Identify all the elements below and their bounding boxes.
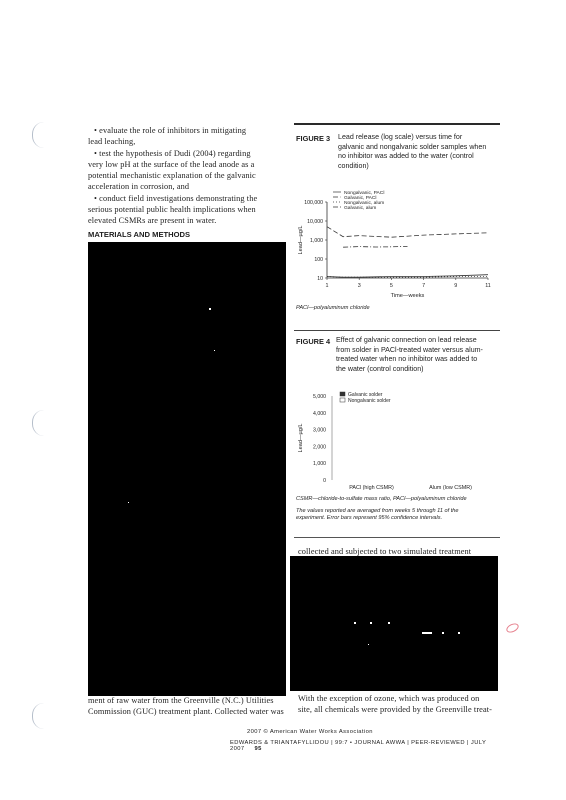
figure4-label: FIGURE 4 (296, 337, 331, 346)
y-tick-label: 4,000 (313, 410, 326, 417)
y-tick-label: 3,000 (313, 427, 326, 434)
bullet-line: • conduct field investigations demonstrating the (94, 193, 258, 203)
series-line (343, 246, 407, 247)
bullet-line: • evaluate the role of inhibitors in mitigating (94, 126, 247, 135)
copyright-line: 2007 © American Water Works Association (247, 729, 373, 735)
legend-label: Nongalvanic, PACl (344, 190, 385, 196)
figure4-chart (290, 388, 500, 494)
bullet-line: • test the hypothesis of Dudi (2004) regarding (94, 148, 251, 158)
page-number: 95 (254, 746, 262, 752)
figure4-end-rule (294, 537, 500, 538)
bullet-line: serious potential public health implications when (88, 205, 256, 215)
legend-label: Galvanic, alum (344, 205, 377, 211)
scan-speck (214, 350, 215, 351)
figure4-caption-line: Effect of galvanic connection on lead release (336, 336, 477, 344)
series-line (327, 227, 488, 238)
scan-speck (442, 632, 444, 634)
margin-annotation (505, 622, 520, 635)
scan-speck (128, 502, 129, 503)
right-column-bottom (298, 693, 502, 716)
x-tick-label: 1 (325, 283, 329, 289)
figure4-footnote-line: The values reported are averaged from weeks 5 through 11 of the (296, 508, 459, 514)
x-category-label: Alum (low CSMR) (429, 485, 472, 491)
figure4-footnote-line: CSMR—chloride-to-sulfate mass ratio, PACl—polyaluminum chloride (296, 496, 467, 502)
scan-speck (458, 632, 460, 634)
bullet-line: elevated CSMRs are present in water. (88, 216, 217, 226)
figure4-caption-line: treated water when no inhibitor was added to (336, 355, 478, 364)
running-footer (230, 740, 500, 752)
bullet-line: acceleration in corrosion, and (88, 182, 190, 192)
y-axis-label: Lead—µg/L (298, 225, 304, 255)
y-tick-label: 10,000 (307, 219, 323, 225)
legend-label: Nongalvanic, alum (344, 200, 385, 206)
running-footer-text: EDWARDS & TRIANTAFYLLIDOU | 99:7 • JOURNAL AWWA | PEER-REVIEWED | JULY 2007 (230, 740, 487, 752)
y-tick-label: 100 (314, 257, 323, 263)
figure4-rule (294, 330, 500, 331)
figure3-chart (290, 180, 500, 300)
figure3-rule (294, 123, 500, 125)
figure3-caption-line: galvanic and nongalvanic solder samples when (338, 142, 487, 151)
section-heading: MATERIALS AND METHODS (88, 230, 191, 239)
figure4-caption-line: the water (control condition) (336, 364, 424, 373)
figure3-caption (338, 133, 498, 171)
scan-speck (370, 622, 372, 624)
body-line: site, all chemicals were provided by the Greenville treat- (298, 705, 493, 715)
body-line: With the exception of ozone, which was produced on (298, 694, 480, 703)
y-axis-label: Lead—µg/L (298, 423, 304, 453)
redacted-block-left (88, 242, 286, 696)
bullet-line: potential mechanistic explanation of the galvanic (88, 171, 256, 181)
figure3-caption-line: condition) (338, 161, 369, 170)
scan-margin-mark (32, 703, 45, 729)
x-tick-label: 5 (389, 283, 393, 289)
body-line: ment of raw water from the Greenville (N.C.) Utilities (88, 696, 274, 705)
y-tick-label: 2,000 (313, 444, 326, 451)
right-column-top-line: collected and subjected to two simulated treatment (298, 547, 472, 556)
figure3-caption-line: Lead release (log scale) versus time for (338, 133, 463, 141)
legend-swatch (340, 398, 345, 402)
legend-swatch (340, 392, 345, 396)
scan-speck (422, 632, 432, 634)
legend-label: Galvanic, PACl (344, 195, 377, 201)
figure4-footnote-line: experiment. Error bars represent 95% confidence intervals. (296, 515, 443, 521)
scan-speck (209, 308, 211, 310)
legend-label: Galvanic solder (348, 392, 383, 398)
y-tick-label: 5,000 (313, 394, 326, 400)
left-column-bottom (88, 695, 286, 718)
redacted-block-right (290, 556, 498, 691)
figure3-caption-line: no inhibitor was added to the water (control (338, 152, 474, 161)
y-tick-label: 100,000 (304, 200, 323, 206)
figure4-caption-line: from solder in PACl-treated water versus alum- (336, 345, 483, 354)
y-tick-label: 1,000 (313, 461, 326, 468)
y-tick-label: 0 (323, 478, 326, 484)
x-axis-label: Time—weeks (390, 293, 425, 299)
bullet-line: very low pH at the surface of the lead anode as a (88, 159, 255, 169)
figure4-footnote (296, 496, 500, 522)
legend-label: Nongalvanic solder (348, 398, 391, 404)
y-tick-label: 10 (317, 276, 323, 282)
y-tick-label: 1,000 (310, 238, 323, 244)
body-line: Commission (GUC) treatment plant. Collected water was (88, 707, 284, 717)
figure3-label: FIGURE 3 (296, 134, 331, 143)
scan-speck (368, 644, 369, 645)
left-column (88, 125, 278, 227)
x-tick-label: 9 (454, 283, 458, 289)
scan-speck (388, 622, 390, 624)
figure4-caption (336, 336, 498, 374)
x-tick-label: 7 (422, 283, 426, 289)
x-category-label: PACl (high CSMR) (349, 485, 394, 491)
x-tick-label: 3 (357, 283, 361, 289)
scan-margin-mark (32, 410, 45, 436)
scan-speck (354, 622, 356, 624)
scan-margin-mark (32, 122, 45, 148)
x-tick-label: 11 (485, 283, 491, 289)
bullet-line: lead leaching, (88, 137, 136, 147)
figure3-footnote: PACl—polyaluminum chloride (296, 305, 370, 311)
